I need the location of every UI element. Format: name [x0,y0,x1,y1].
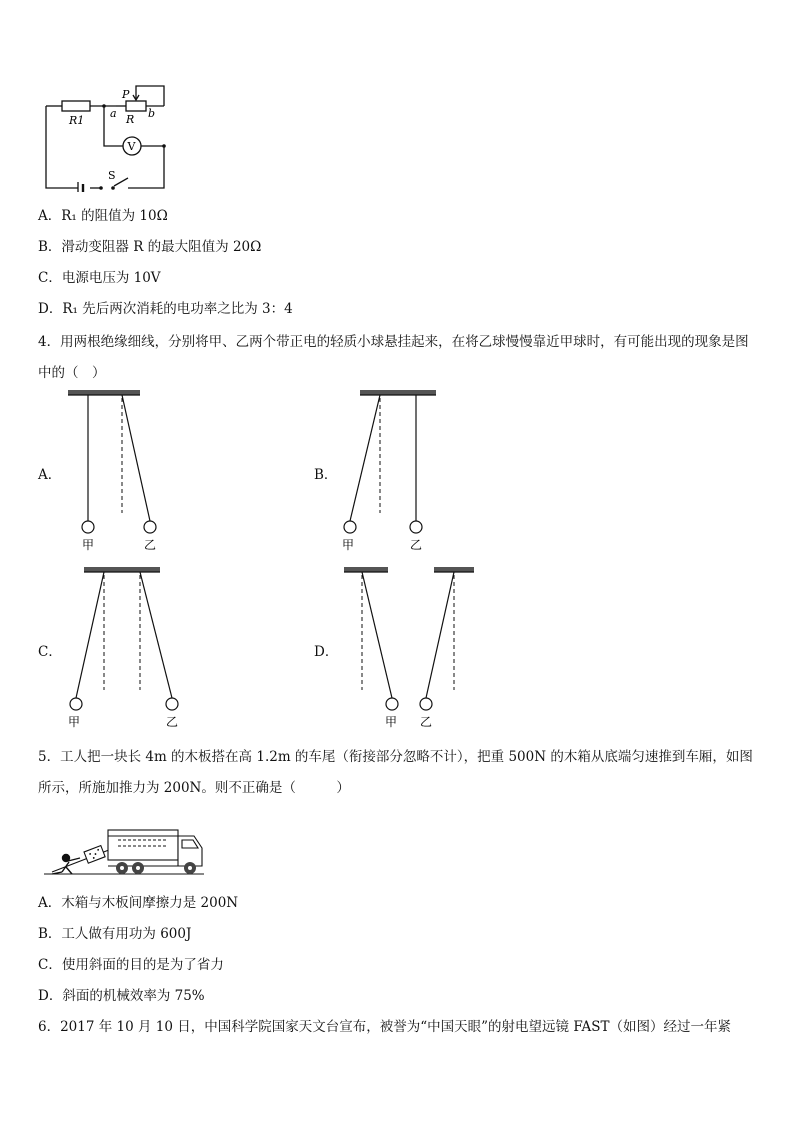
q4-option-d-label: D． [314,644,339,660]
q4-option-c-label: C． [38,644,62,660]
r-label: R [126,113,135,126]
q3-option-c: C．电源电压为 10V [38,270,161,286]
ball-jia-label: 甲 [68,715,81,729]
ball-jia-label: 甲 [82,538,95,552]
switch-label: S [108,169,116,182]
q5-stem: 5．工人把一块长 4m 的木板搭在高 1.2m 的车尾（衔接部分忽略不计），把重 500N 的木箱从底端匀速推到车厢，如图所示，所施加推力为 200N。则不正确是（ ） [38,749,753,796]
ball-yi-label: 乙 [410,538,423,552]
ball-jia-label: 甲 [342,538,355,552]
q5-option-a: A．木箱与木板间摩擦力是 200N [38,895,239,911]
ball-yi-label: 乙 [166,715,179,729]
q4-figure-c [60,565,190,730]
truck-ramp-illustration [44,822,209,878]
b-label: b [148,107,156,120]
p-label: P [122,88,130,101]
q4-stem: 4．用两根绝缘细线，分别将甲、乙两个带正电的轻质小球悬挂起来，在将乙球慢慢靠近甲球时，有可能出现的现象是图中的（ ） [38,334,749,381]
ball-jia-label: 甲 [385,715,398,729]
q5-option-c: C．使用斜面的目的是为了省力 [38,957,224,973]
q4-figure-a [62,388,172,553]
q6-stem: 6．2017 年 10 月 10 日，中国科学院国家天文台宣布，被誉为“中国天眼”的射电望远镜 FAST（如图）经过一年紧 [38,1019,732,1035]
q3-option-a: A．R₁ 的阻值为 10Ω [38,208,168,224]
q4-figure-d [338,565,483,730]
r1-label: R1 [69,114,85,127]
a-label: a [110,107,117,120]
ball-yi-label: 乙 [420,715,433,729]
q3-option-d: D．R₁ 先后两次消耗的电功率之比为 3：4 [38,301,293,317]
q5-option-b: B．工人做有用功为 600J [38,926,192,942]
q4-figure-b [338,388,448,553]
q5-option-d: D．斜面的机械效率为 75% [38,988,205,1004]
q4-option-a-label: A． [38,467,62,483]
voltmeter-label: V [127,140,136,153]
q4-option-b-label: B． [314,467,338,483]
ball-yi-label: 乙 [144,538,157,552]
circuit-diagram [38,82,173,192]
q3-option-b: B．滑动变阻器 R 的最大阻值为 20Ω [38,239,262,255]
